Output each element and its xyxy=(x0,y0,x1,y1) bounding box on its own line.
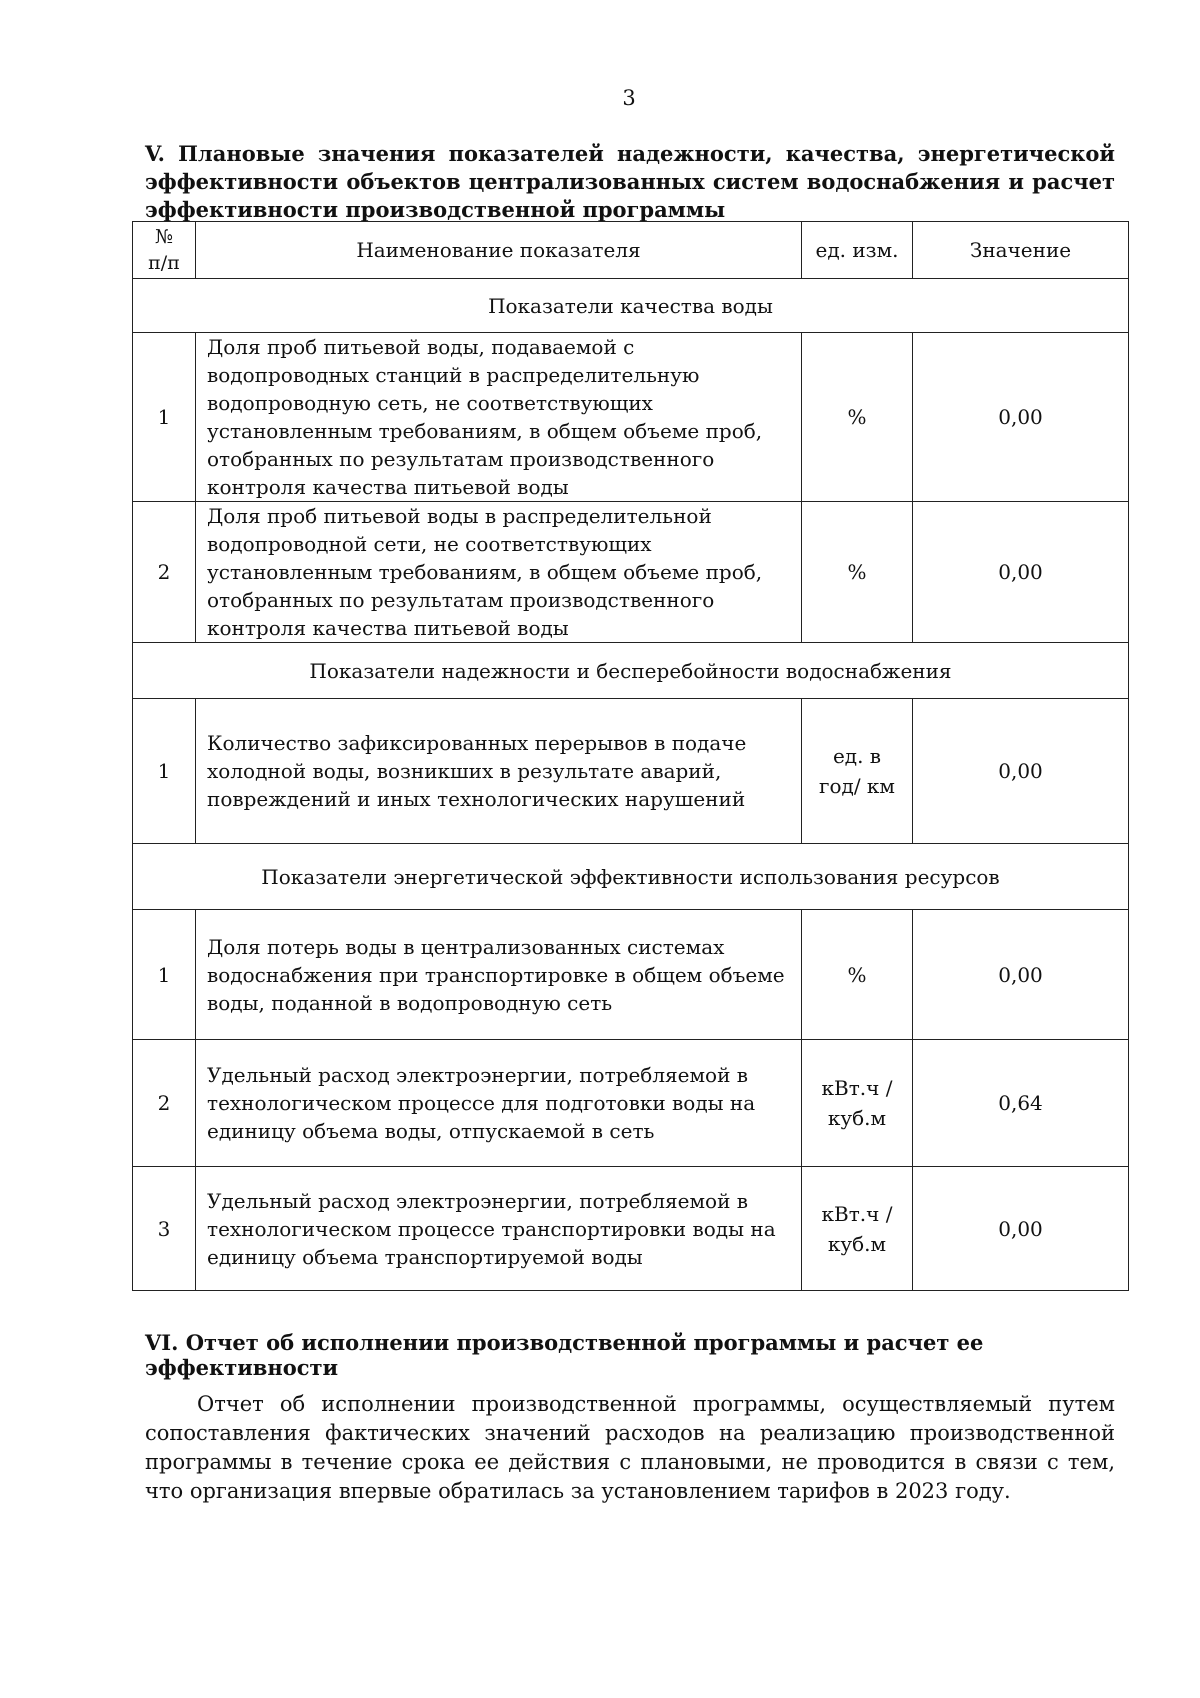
row-unit xyxy=(802,333,913,502)
group-row-water-quality xyxy=(133,279,1129,333)
row-unit-line: % xyxy=(847,962,867,987)
table-row xyxy=(133,910,1129,1040)
report-section-heading: VI. Отчет об исполнении производственной программы и расчет ее эффективности xyxy=(145,1330,984,1380)
group-row-reliability xyxy=(133,643,1129,699)
row-indicator-name: Количество зафиксированных перерывов в подаче холодной воды, возникших в результате аварий, повреждений и иных технологических нарушений xyxy=(196,699,802,844)
table-row xyxy=(133,1040,1129,1167)
row-unit-line: кВт.ч / xyxy=(821,1201,893,1226)
group-title: Показатели энергетической эффективности использования ресурсов xyxy=(133,844,1129,910)
table-row xyxy=(133,502,1129,643)
group-row-energy-efficiency xyxy=(133,844,1129,910)
row-number: 1 xyxy=(133,910,196,1040)
row-number: 2 xyxy=(133,1040,196,1167)
row-indicator-name: Удельный расход электроэнергии, потребляемой в технологическом процессе транспортировки воды на единицу объема транспортируемой воды xyxy=(196,1167,802,1291)
group-title: Показатели надежности и бесперебойности водоснабжения xyxy=(133,643,1129,699)
row-unit-line: год/ км xyxy=(819,774,895,798)
header-number-symbol: № xyxy=(155,226,173,248)
row-number: 1 xyxy=(133,699,196,844)
page-number: 3 xyxy=(622,86,636,110)
row-value: 0,64 xyxy=(913,1040,1129,1167)
row-unit xyxy=(802,699,913,844)
header-value: Значение xyxy=(913,222,1129,279)
section-heading: V. Плановые значения показателей надежности, качества, энергетической эффективности объектов централизованных систем водоснабжения и расчет эффективности производственной программы xyxy=(145,141,1115,222)
row-unit xyxy=(802,1040,913,1167)
table-row xyxy=(133,333,1129,502)
row-number: 2 xyxy=(133,502,196,643)
row-unit-line: куб.м xyxy=(827,1231,887,1256)
row-unit-line: ед. в xyxy=(832,744,882,768)
row-value: 0,00 xyxy=(913,699,1129,844)
report-paragraph: Отчет об исполнении производственной программы, осуществляемый путем сопоставления фактических значений расходов на реализацию производственной программы в течение срока ее действия с плановыми, не проводится в связи с тем, что организация впервые обратилась за установлением тарифов в 2023 году. xyxy=(145,1392,1115,1503)
row-indicator-name: Доля потерь воды в централизованных системах водоснабжения при транспортировке в общем объеме воды, поданной в водопроводную сеть xyxy=(196,910,802,1040)
row-indicator-name: Доля проб питьевой воды в распределительной водопроводной сети, не соответствующих установленным требованиям, в общем объеме проб, отобранных по результатам производственного контроля качества питьевой воды xyxy=(196,502,802,643)
header-unit: ед. изм. xyxy=(802,222,913,279)
row-value: 0,00 xyxy=(913,333,1129,502)
row-indicator-name: Доля проб питьевой воды, подаваемой с водопроводных станций в распределительную водопроводную сеть, не соответствующих установленным требованиям, в общем объеме проб, отобранных по результатам производственного контроля качества питьевой воды xyxy=(196,333,802,502)
row-number: 3 xyxy=(133,1167,196,1291)
table-header-row xyxy=(133,222,1129,279)
header-number-abbrev: п/п xyxy=(148,252,180,274)
row-indicator-name: Удельный расход электроэнергии, потребляемой в технологическом процессе для подготовки воды на единицу объема воды, отпускаемой в сеть xyxy=(196,1040,802,1167)
table-row xyxy=(133,699,1129,844)
row-unit-line: куб.м xyxy=(827,1106,887,1130)
row-unit-line: % xyxy=(847,560,867,584)
row-value: 0,00 xyxy=(913,1167,1129,1291)
row-unit xyxy=(802,1167,913,1291)
row-unit xyxy=(802,502,913,643)
row-value: 0,00 xyxy=(913,502,1129,643)
table-row xyxy=(133,1167,1129,1291)
row-unit-line: кВт.ч / xyxy=(821,1076,893,1100)
row-number: 1 xyxy=(133,333,196,502)
header-indicator-name: Наименование показателя xyxy=(196,222,802,279)
indicators-table xyxy=(132,221,1129,1291)
header-number xyxy=(133,222,196,279)
row-value: 0,00 xyxy=(913,910,1129,1040)
row-unit-line: % xyxy=(847,405,867,429)
row-unit xyxy=(802,910,913,1040)
group-title: Показатели качества воды xyxy=(133,279,1129,333)
